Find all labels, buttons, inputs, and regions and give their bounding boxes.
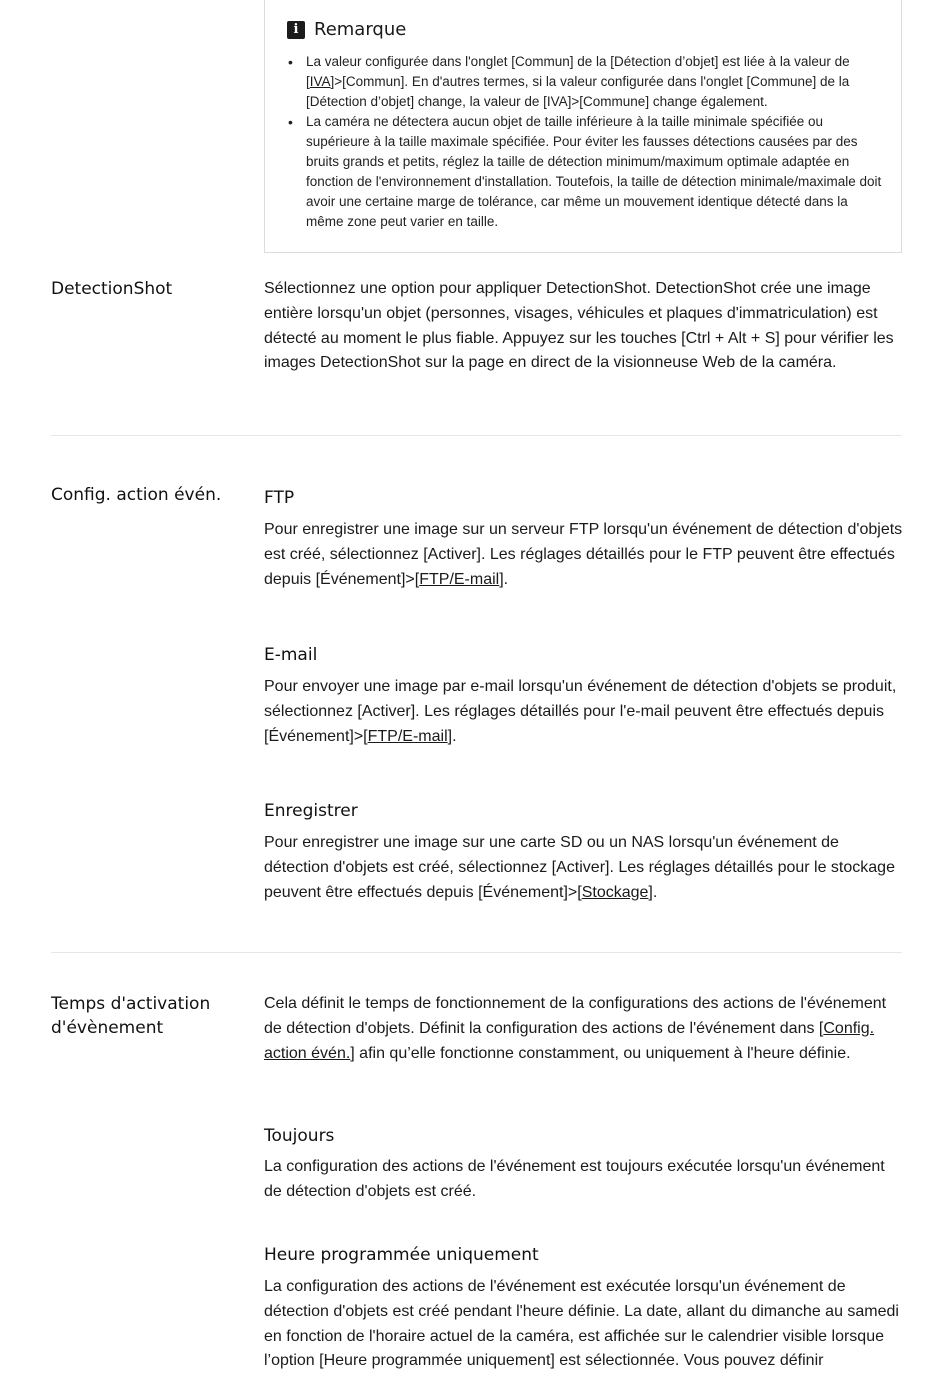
email-text-a: Pour envoyer une image par e-mail lorsqu'un événement de détection d'objets se produit, sélectionnez [Activer]. Les réglages détaillés pour l'e-mail peuvent être effectués depuis [Événement]>[ (264, 678, 897, 745)
note-bullet-1-text-b: ]>[Commun]. En d'autres termes, si la valeur configurée dans l'onglet [Commune] de la [Détection d’objet] change, la valeur de [IVA]>[Commune] change également. (306, 74, 850, 109)
email-text-b: ]. (447, 727, 457, 745)
note-bullet-1-text-a: La valeur configurée dans l'onglet [Commun] de la [Détection d’objet] est liée à la valeur de [ (306, 54, 850, 89)
ftp-description (264, 518, 906, 592)
activation-label (51, 992, 241, 1040)
iva-link[interactable]: IVA (309, 74, 331, 89)
section-divider-1 (51, 435, 902, 436)
activation-text-b: ] afin qu’elle fonctionne constamment, ou uniquement à l'heure définie. (350, 1044, 851, 1062)
always-title: Toujours (264, 1126, 335, 1146)
config-action-link[interactable]: Config. action évén. (264, 1019, 875, 1062)
ftp-text-b: ]. (499, 570, 509, 588)
email-title: E-mail (264, 645, 318, 665)
activation-text-a: Cela définit le temps de fonctionnement de la configurations des actions de l'événement de détection d'objets. Définit la configuration des actions de l'événement dans [ (264, 995, 887, 1037)
record-text-b: ]. (648, 883, 658, 901)
scheduled-title: Heure programmée uniquement (264, 1245, 539, 1265)
scheduled-description: La configuration des actions de l'événement est exécutée lorsqu'un événement de détection d'objets est créé pendant l'heure définie. La date, allant du dimanche au samedi en fonction de l'horaire actuel de la caméra, est affichée sur le calendrier visible lorsque l’option [Heure programmée uniquement] est sélectionnée. Vous pouvez définir (264, 1278, 899, 1370)
ftp-title: FTP (264, 488, 295, 508)
note-bullet-1 (306, 52, 886, 112)
activation-label-line-2: d'évènement (51, 1018, 164, 1038)
detectionshot-label: DetectionShot (51, 279, 173, 299)
activation-description (264, 992, 906, 1066)
note-title: Remarque (314, 19, 407, 40)
info-icon: i (287, 21, 305, 39)
note-header (287, 19, 406, 40)
note-box (264, 0, 902, 253)
storage-link[interactable]: Stockage (581, 883, 649, 901)
activation-label-line-1: Temps d'activation (51, 994, 211, 1014)
email-description (264, 675, 906, 749)
record-title: Enregistrer (264, 801, 358, 821)
record-description (264, 831, 906, 905)
email-ftp-email-link[interactable]: FTP/E-mail (367, 727, 448, 745)
ftp-text-a: Pour enregistrer une image sur un serveur FTP lorsqu'un événement de détection d'objets est créé, sélectionnez [Activer]. Les réglages détaillés pour le FTP peuvent être effectués depuis [Événement]>[ (264, 521, 903, 588)
record-text-a: Pour enregistrer une image sur une carte SD ou un NAS lorsqu'un événement de détection d'objets est créé, sélectionnez [Activer]. Les réglages détaillés pour le stockage peuvent être effectués depuis [Événement]>[ (264, 834, 895, 901)
detectionshot-description: Sélectionnez une option pour appliquer DetectionShot. DetectionShot crée une image entière lorsqu'un objet (personnes, visages, véhicules et plaques d'immatriculation) est détecté au moment le plus fiable. Appuyez sur les touches [Ctrl + Alt + S] pour vérifier les images DetectionShot sur la page en direct de la visionneuse Web de la caméra. (264, 280, 894, 372)
ftp-email-link[interactable]: FTP/E-mail (419, 570, 500, 588)
section-divider-2 (51, 952, 902, 953)
always-description: La configuration des actions de l'événement est toujours exécutée lorsqu'un événement de détection d'objets est créé. (264, 1158, 885, 1200)
note-bullet-2: • La caméra ne détectera aucun objet de taille inférieure à la taille minimale spécifiée ou supérieure à la taille maximale spécifiée. Pour éviter les fausses détections causées par des bruits grands et petits, réglez la taille de détection minimum/maximum optimale adaptée en fonction de l'environnement d'installation. Toutefois, la taille de détection minimale/maximale doit avoir une certaine marge de tolérance, car même un mouvement identique détecté dans la même zone peut varier en taille. (306, 112, 886, 232)
config-action-label: Config. action évén. (51, 485, 222, 505)
note-list (306, 52, 886, 232)
